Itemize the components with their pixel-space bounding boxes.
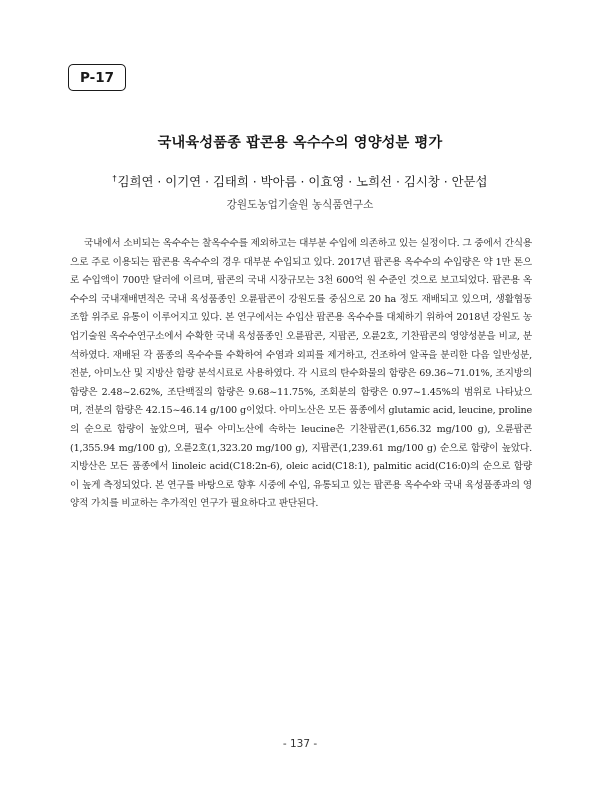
poster-number-badge: P-17: [68, 64, 126, 91]
corresponding-author-marker: †: [112, 174, 117, 183]
author-names: 김희연 · 이기연 · 김태희 · 박아름 · 이효영 · 노희선 · 김시창 · 안문섭: [117, 174, 488, 189]
paper-title: 국내육성품종 팝콘용 옥수수의 영양성분 평가: [157, 135, 443, 151]
affiliation: 강원도농업기술원 농식품연구소: [226, 199, 374, 211]
author-list: [0, 172, 600, 190]
page-number: - 137 -: [282, 738, 318, 750]
abstract-body: 국내에서 소비되는 옥수수는 찰옥수수를 제외하고는 대부분 수입에 의존하고 있는 실정이다. 그 중에서 간식용으로 주로 이용되는 팝콘용 옥수수의 경우 대부분 수입되고 있다. 2017년 팝콘용 옥수수의 수입량은 약 1만 톤으로 수입액이 700만 달러에 이르며, 팝콘의 국내 시장규모는 3천 600억 원 수준인 것으로 보고되었다. 팝콘용 옥수수의 국내재배면적은 국내 육성품종인 오륜팝콘이 강원도를 중심으로 20 ha 정도 재배되고 있으며, 생활협동조합 위주로 유통이 이루어지고 있다. 본 연구에서는 수입산 팝콘용 옥수수를 대체하기 위하여 2018년 강원도 농업기술원 옥수수연구소에서 수확한 국내 육성품종인 오륜팝콘, 지팝콘, 오륜2호, 기찬팝콘의 영양성분을 비교, 분석하였다. 재배된 각 품종의 옥수수를 수확하여 수염과 외피를 제거하고, 건조하여 알곡을 분리한 다음 일반성분, 전분, 아미노산 및 지방산 함량 분석시료로 사용하였다. 각 시료의 탄수화물의 함량은 69.36~71.01%, 조지방의 함량은 2.48~2.62%, 조단백질의 함량은 9.68~11.75%, 조회분의 함량은 0.97~1.45%의 범위로 나타났으며, 전분의 함량은 42.15~46.14 g/100 g이었다. 아미노산은 모든 품종에서 glutamic acid, leucine, proline의 순으로 함량이 높았으며, 필수 아미노산에 속하는 leucine은 기찬팝콘(1,656.32 mg/100 g), 오륜팝콘(1,355.94 mg/100 g), 오륜2호(1,323.20 mg/100 g), 지팝콘(1,239.61 mg/100 g) 순으로 함량이 높았다. 지방산은 모든 품종에서 linoleic acid(C18:2n-6), oleic acid(C18:1), palmitic acid(C16:0)의 순으로 함량이 높게 측정되었다. 본 연구를 바탕으로 향후 시중에 수입, 유통되고 있는 팝콘용 옥수수와 국내 육성품종과의 영양적 가치를 비교하는 추가적인 연구가 필요하다고 판단된다.: [70, 238, 532, 510]
